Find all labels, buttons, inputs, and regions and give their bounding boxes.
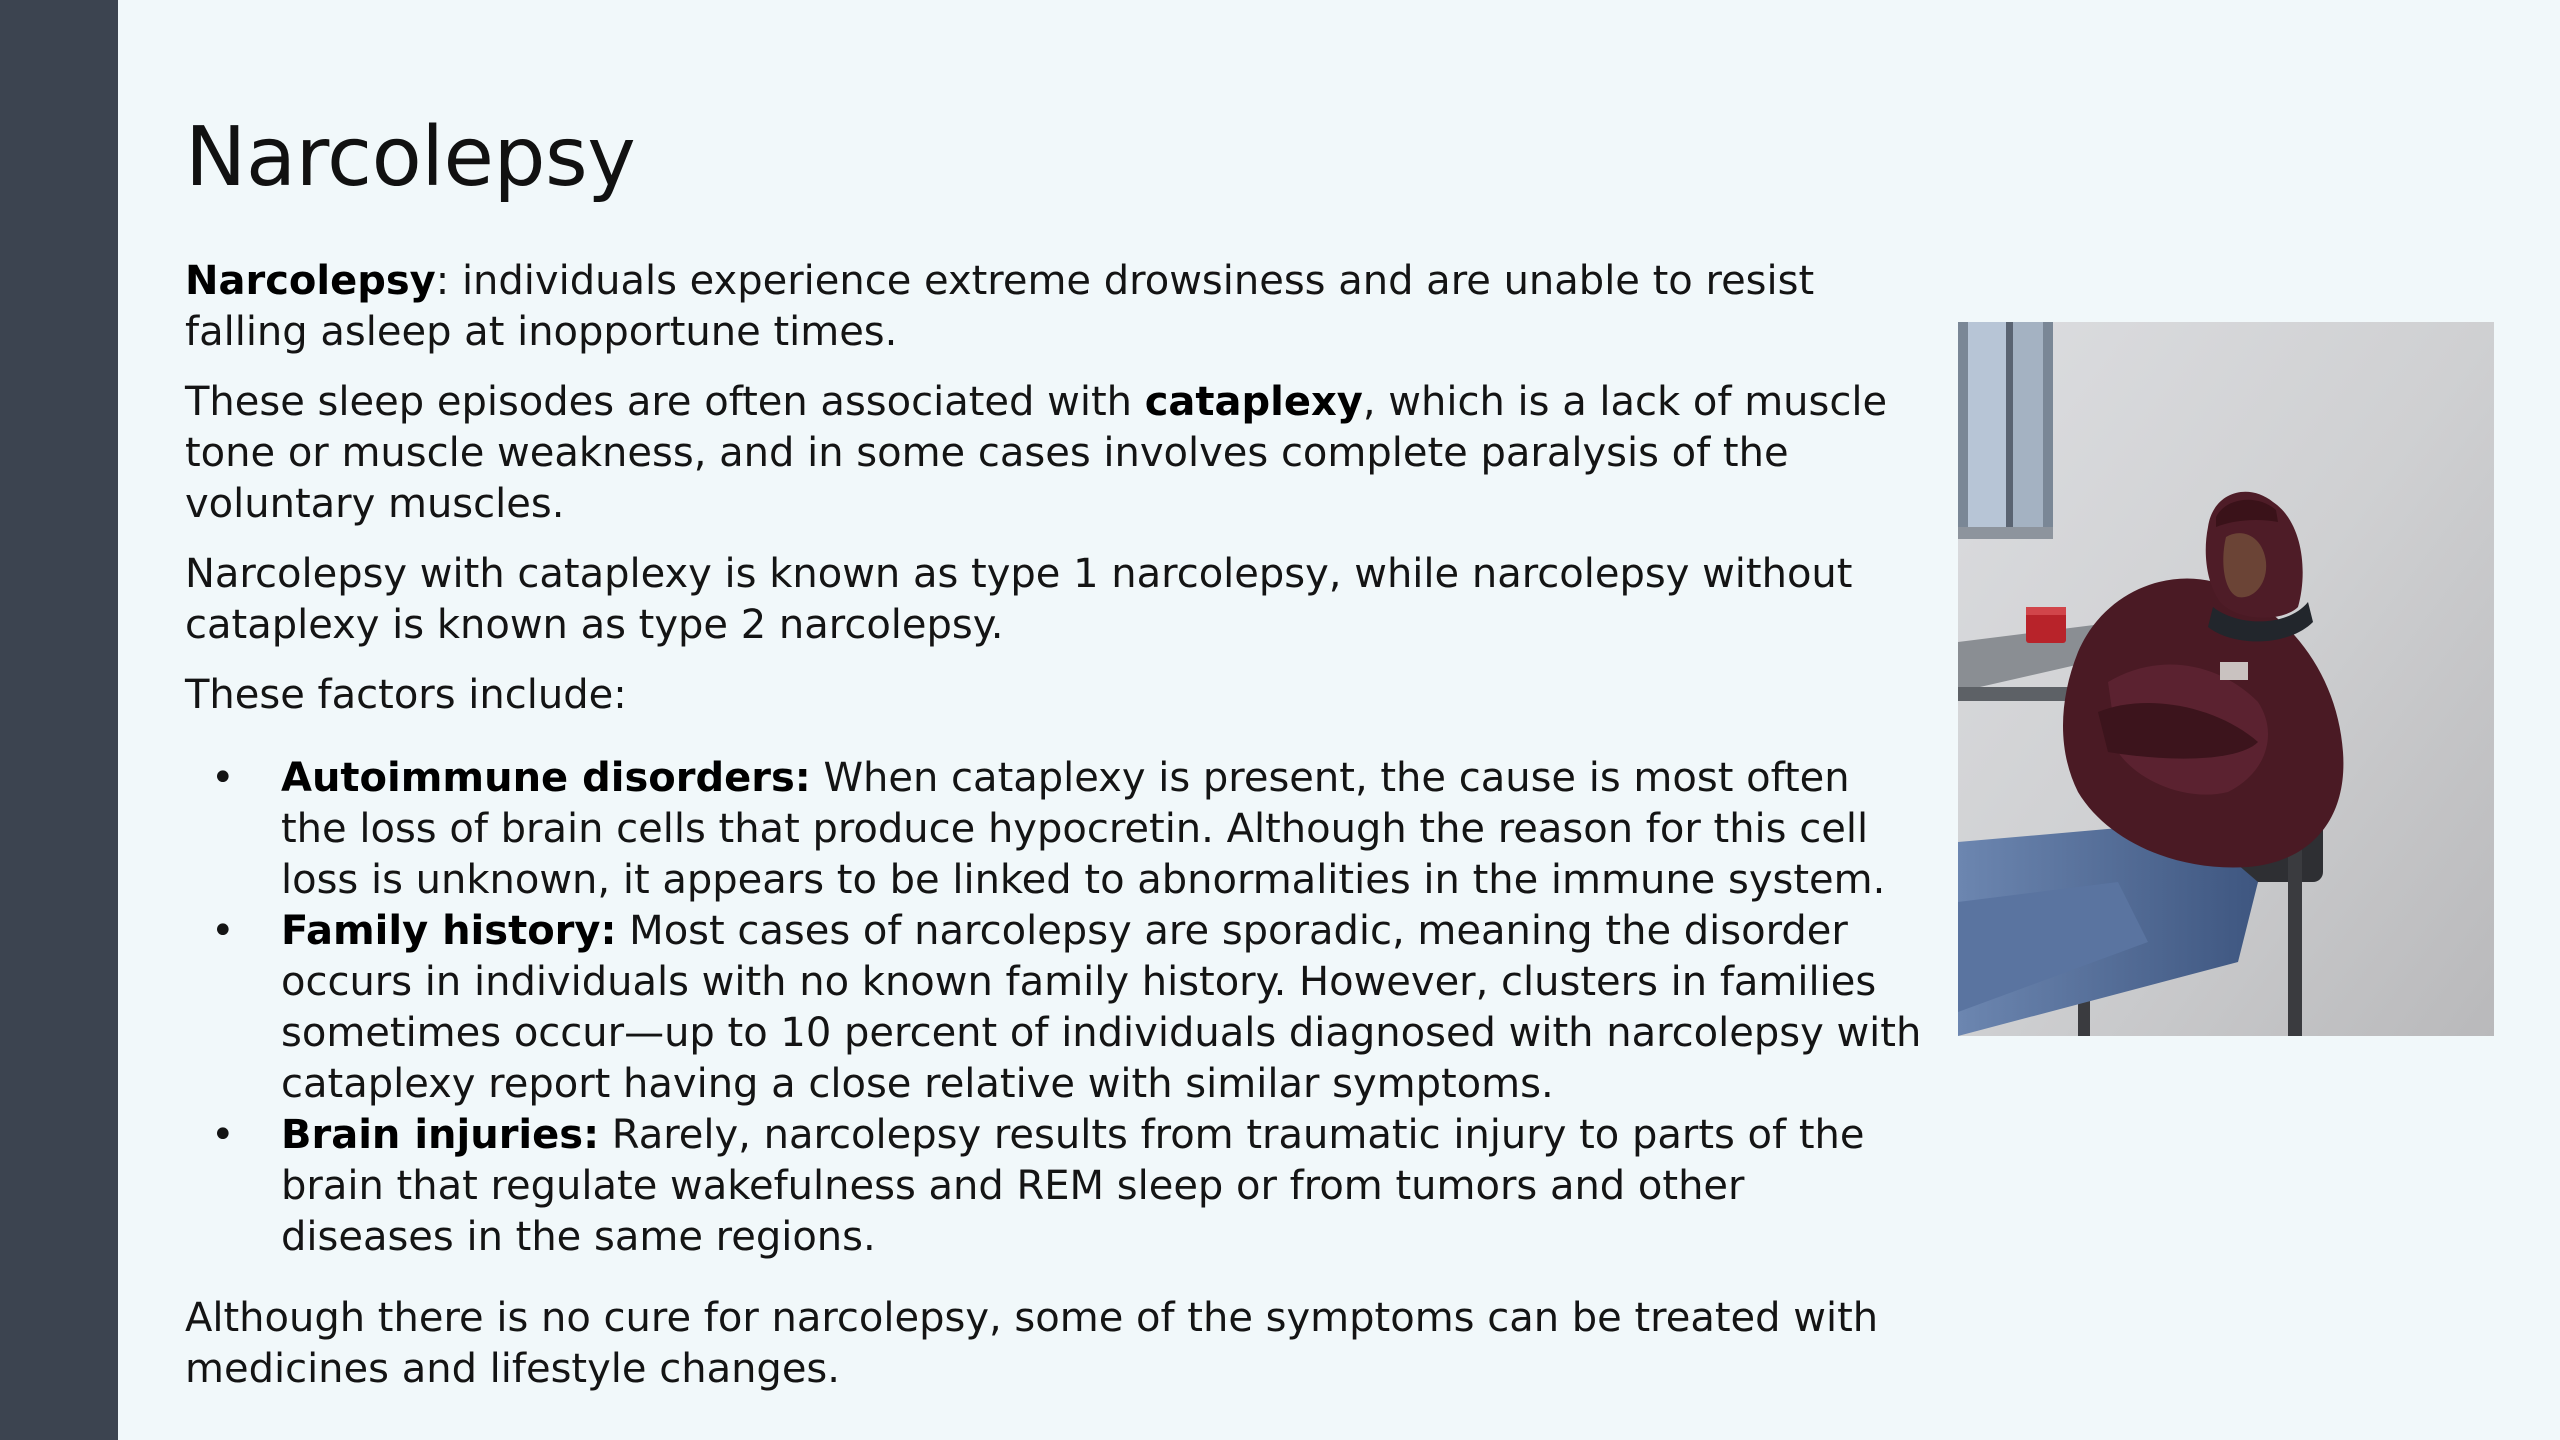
definition-term: Narcolepsy (185, 258, 436, 304)
bullet-mark: • (211, 755, 235, 801)
slide-body (185, 256, 1925, 1414)
closing-paragraph: Although there is no cure for narcolepsy, some of the symptoms can be treated with medicines and lifestyle changes. (185, 1295, 1879, 1392)
definition-text: : individuals experience extreme drowsiness and are unable to resist falling asleep at inopportune times. (185, 258, 1815, 355)
cataplexy-paragraph (185, 377, 1925, 530)
factor-label: Brain injuries: (281, 1112, 600, 1158)
types-paragraph: Narcolepsy with cataplexy is known as type 1 narcolepsy, while narcolepsy without cataplexy is known as type 2 narcolepsy. (185, 551, 1853, 648)
bullet-mark: • (211, 908, 235, 954)
list-item (185, 753, 1925, 906)
slide-title: Narcolepsy (185, 110, 636, 205)
left-accent-bar (0, 0, 118, 1440)
factor-label: Family history: (281, 908, 617, 954)
factors-intro: These factors include: (185, 672, 627, 718)
factor-text: Most cases of narcolepsy are sporadic, meaning the disorder occurs in individuals with no known family history. However, clusters in families sometimes occur—up to 10 percent of individuals diagnosed with narcolepsy with cataplexy report having a close relative with similar symptoms. (281, 908, 1922, 1107)
cataplexy-after: , which is a lack of muscle tone or muscle weakness, and in some cases involves complete paralysis of the voluntary muscles. (185, 379, 1888, 527)
cataplexy-term: cataplexy (1144, 379, 1363, 425)
list-item (185, 906, 1925, 1110)
sleeping-person-photo (1958, 322, 2494, 1036)
definition-paragraph (185, 256, 1925, 358)
factor-text: When cataplexy is present, the cause is most often the loss of brain cells that produce hypocretin. Although the reason for this cell loss is unknown, it appears to be linked to abnormalities in the immune system. (281, 755, 1886, 903)
factor-text: Rarely, narcolepsy results from traumatic injury to parts of the brain that regulate wakefulness and REM sleep or from tumors and other diseases in the same regions. (281, 1112, 1865, 1260)
list-item (185, 1110, 1925, 1263)
factors-list (185, 753, 1925, 1263)
bullet-mark: • (211, 1112, 235, 1158)
factor-label: Autoimmune disorders: (281, 755, 811, 801)
cataplexy-before: These sleep episodes are often associated with (185, 379, 1145, 425)
